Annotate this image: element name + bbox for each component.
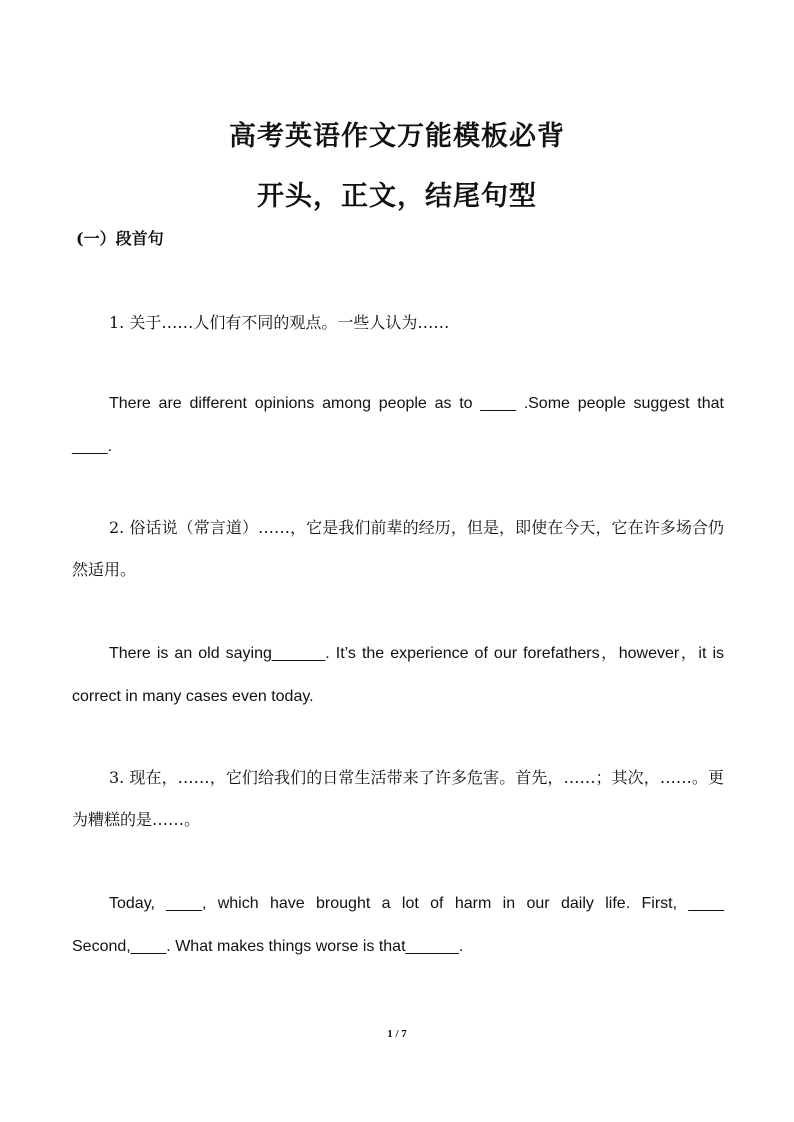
document-subtitle: 开头，正文，结尾句型 <box>257 181 537 212</box>
item-3-chinese: 3. 现在，……，它们给我们的日常生活带来了许多危害。首先，……；其次，……。更为糟糕的是……。 <box>72 768 724 829</box>
item-1-english: There are different opinions among people as to ____ .Some people suggest that ____. <box>72 395 724 455</box>
page-number: 1 / 7 <box>387 1028 407 1040</box>
item-1-chinese: 1. 关于……人们有不同的观点。一些人认为…… <box>109 313 450 332</box>
document-title: 高考英语作文万能模板必背 <box>229 121 565 152</box>
item-2-english: There is an old saying______. It’s the experience of our forefathers，however，it is correct in many cases even today. <box>72 645 725 705</box>
item-3-english: Today, ____, which have brought a lot of harm in our daily life. First, ____ Second,____. What makes things worse is that______. <box>72 895 724 955</box>
item-2-chinese: 2. 俗话说（常言道）……，它是我们前辈的经历，但是，即使在今天，它在许多场合仍然适用。 <box>72 518 724 579</box>
section-heading: (一）段首句 <box>76 229 164 248</box>
